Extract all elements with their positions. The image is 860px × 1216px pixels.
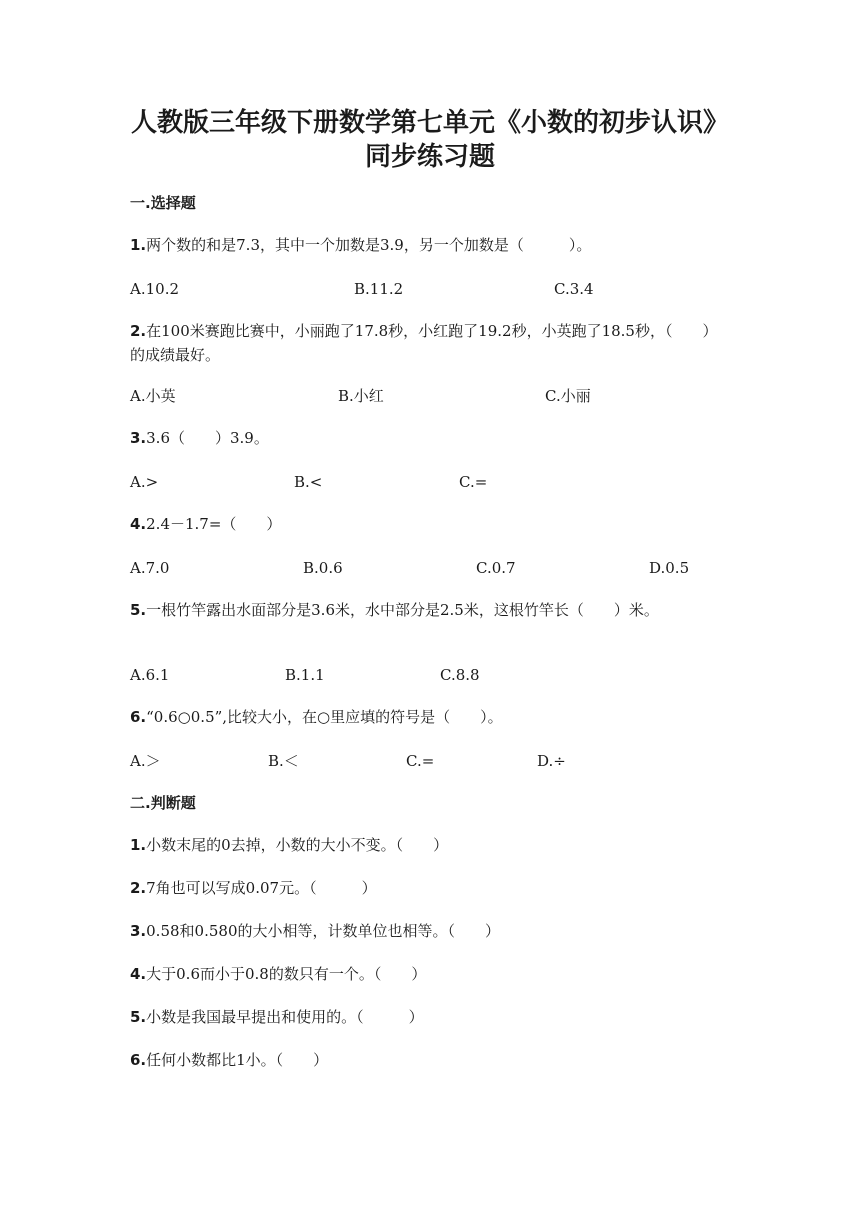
question-6: [130, 705, 730, 729]
question-4: [130, 512, 730, 536]
option-d: D.÷: [537, 752, 566, 770]
tf-question-3: [130, 919, 730, 943]
option-a: A.10.2: [130, 280, 179, 298]
section-heading-judgement: 二.判断题: [130, 794, 196, 812]
question-number: 3.: [130, 922, 147, 940]
question-2: [130, 319, 730, 367]
document-title-line2: 同步练习题: [364, 142, 495, 172]
option-a: A.＞: [130, 752, 161, 770]
option-b: B.1.1: [285, 666, 325, 684]
question-number: 1.: [130, 236, 147, 254]
options-row: [0, 385, 860, 407]
question-text: 在100米赛跑比赛中，小丽跑了17.8秒，小红跑了19.2秒，小英跑了18.5秒，（ ）的成绩最好。: [130, 322, 718, 364]
question-text: 7角也可以写成0.07元。（ ）: [146, 879, 377, 897]
options-row: [0, 471, 860, 493]
question-number: 6.: [130, 1051, 147, 1069]
question-number: 6.: [130, 708, 147, 726]
tf-question-1: [130, 833, 730, 857]
option-c: C.=: [459, 473, 488, 491]
option-a: A.小英: [130, 387, 176, 405]
question-text: 两个数的和是7.3，其中一个加数是3.9，另一个加数是（ ）。: [146, 236, 592, 254]
question-number: 1.: [130, 836, 147, 854]
question-1: [130, 233, 730, 257]
question-text: 2.4－1.7=（ ）: [146, 515, 282, 533]
question-text: “0.6○0.5”,比较大小，在○里应填的符号是（ ）。: [146, 708, 503, 726]
question-number: 5.: [130, 601, 147, 619]
option-a: A.>: [130, 473, 159, 491]
option-b: B.＜: [268, 752, 299, 770]
option-b: B.11.2: [354, 280, 404, 298]
options-row: [0, 664, 860, 686]
option-c: C.8.8: [440, 666, 480, 684]
question-number: 4.: [130, 965, 147, 983]
option-d: D.0.5: [649, 559, 690, 577]
question-number: 4.: [130, 515, 147, 533]
tf-question-5: [130, 1005, 730, 1029]
option-a: A.6.1: [130, 666, 170, 684]
tf-question-6: [130, 1048, 730, 1072]
question-text: 任何小数都比1小。（ ）: [146, 1051, 329, 1069]
question-text: 一根竹竿露出水面部分是3.6米，水中部分是2.5米，这根竹竿长（ ）米。: [146, 601, 659, 619]
option-b: B.0.6: [303, 559, 343, 577]
options-row: [0, 750, 860, 772]
options-row: [0, 557, 860, 579]
option-c: C.小丽: [545, 387, 591, 405]
question-number: 5.: [130, 1008, 147, 1026]
question-5: [130, 598, 730, 622]
option-b: B.小红: [338, 387, 384, 405]
tf-question-2: [130, 876, 730, 900]
question-text: 小数末尾的0去掉，小数的大小不变。（ ）: [146, 836, 449, 854]
option-c: C.0.7: [476, 559, 516, 577]
option-c: C.=: [406, 752, 435, 770]
question-text: 3.6（ ）3.9。: [146, 429, 269, 447]
section-heading-choice: 一.选择题: [130, 194, 196, 212]
question-text: 0.58和0.580的大小相等，计数单位也相等。（ ）: [146, 922, 500, 940]
option-a: A.7.0: [130, 559, 170, 577]
option-b: B.<: [294, 473, 323, 491]
document-title-line1: 人教版三年级下册数学第七单元《小数的初步认识》: [130, 108, 729, 138]
question-number: 2.: [130, 879, 147, 897]
option-c: C.3.4: [554, 280, 594, 298]
question-text: 小数是我国最早提出和使用的。（ ）: [146, 1008, 424, 1026]
tf-question-4: [130, 962, 730, 986]
question-text: 大于0.6而小于0.8的数只有一个。（ ）: [146, 965, 427, 983]
question-number: 3.: [130, 429, 147, 447]
question-3: [130, 426, 730, 450]
question-number: 2.: [130, 322, 147, 340]
options-row: [0, 278, 860, 300]
